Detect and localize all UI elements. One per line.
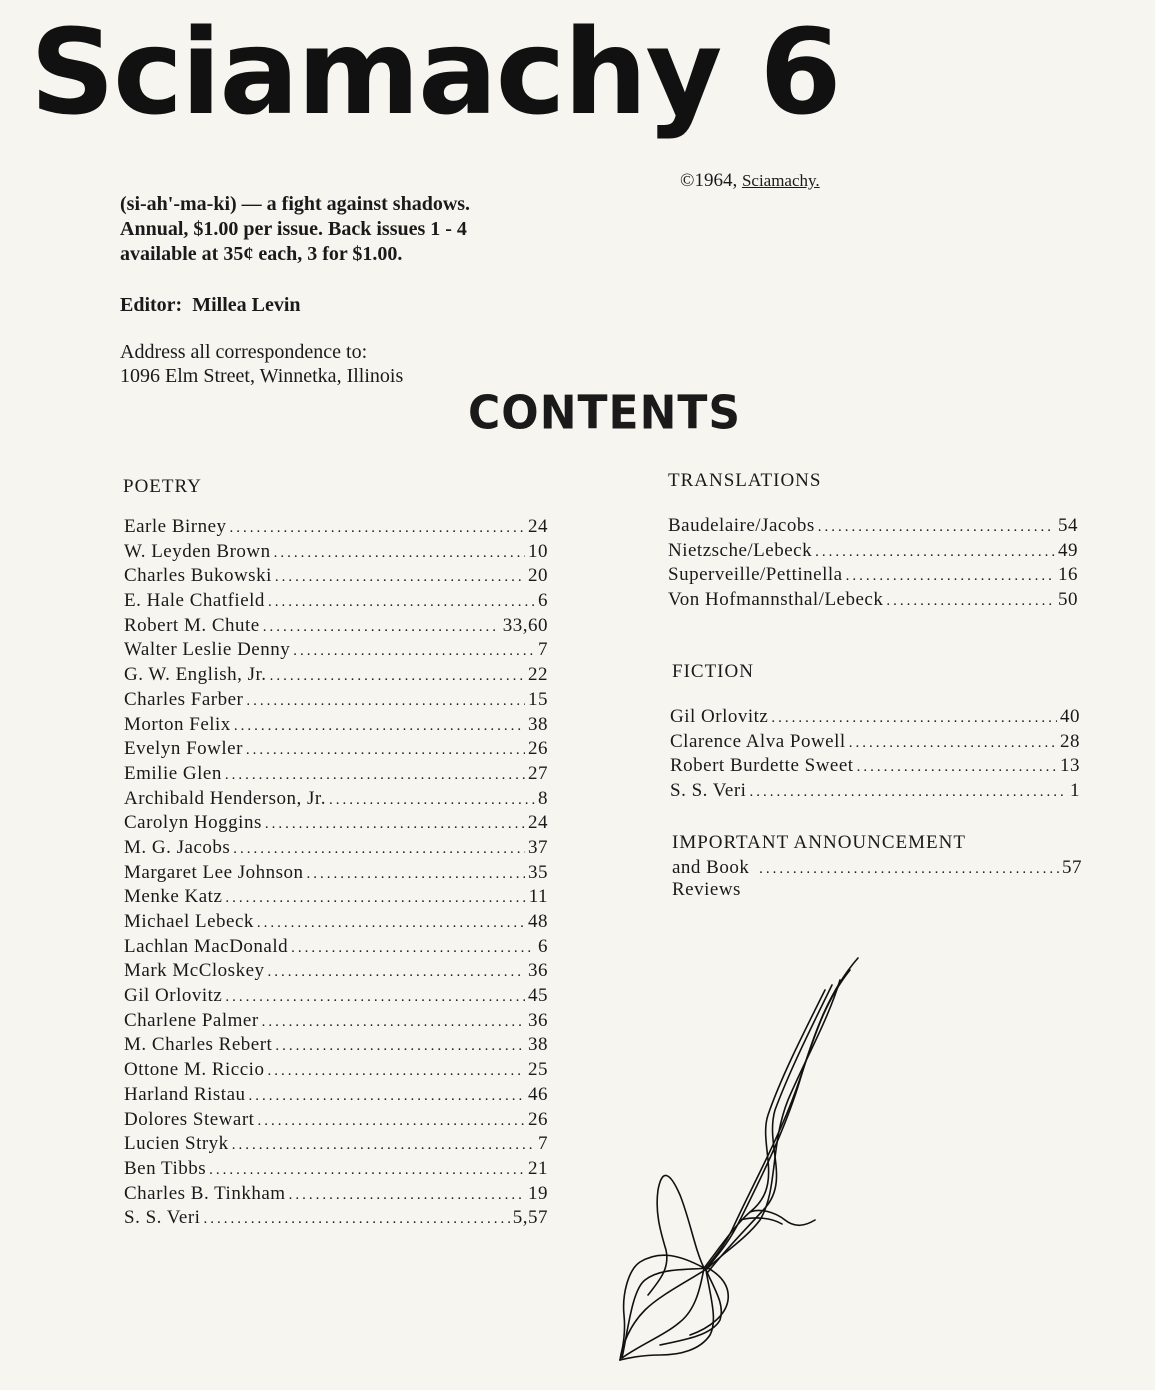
toc-entry-name: Von Hofmannsthal/Lebeck [668, 589, 884, 611]
toc-entry-page: 8 [538, 787, 548, 809]
toc-entry [124, 763, 548, 788]
leader-dots [267, 1063, 525, 1080]
leader-dots [818, 519, 1055, 536]
toc-entry-name: Morton Felix [124, 713, 231, 735]
toc-entry [124, 1207, 548, 1232]
toc-entry-name: W. Leyden Brown [124, 540, 271, 562]
toc-entry [124, 516, 548, 541]
editor-label: Editor: [120, 294, 183, 316]
toc-entry-name: Mark McCloskey [124, 960, 265, 982]
leader-dots [291, 940, 535, 957]
leader-dots [771, 710, 1057, 727]
leader-dots [233, 841, 525, 858]
toc-entry [124, 639, 548, 664]
toc-entry-page: 36 [528, 1009, 548, 1031]
toc-entry [124, 911, 548, 936]
toc-entry-page: 1 [1070, 780, 1080, 802]
toc-entry-page: 26 [528, 1108, 548, 1130]
announcement-subtitle: and Book Reviews [672, 857, 750, 900]
toc-entry-page: 26 [528, 738, 548, 760]
toc-entry-page: 11 [528, 886, 548, 908]
intro-line: (si-ah'-ma-ki) — a fight against shadows. [120, 193, 471, 215]
toc-entry-name: Archibald Henderson, Jr. [124, 787, 326, 809]
toc-entry-name: Ben Tibbs [124, 1157, 207, 1179]
address-line: 1096 Elm Street, Winnetka, Illinois [120, 365, 404, 387]
intro-line: Annual, $1.00 per issue. Back issues 1 - 4 [120, 218, 467, 240]
toc-entry-name: Robert Burdette Sweet [670, 755, 854, 777]
leader-dots [265, 816, 525, 833]
toc-entry-name: Lucien Stryk [124, 1133, 229, 1155]
toc-entry-page: 24 [528, 516, 548, 537]
toc-entry-name: Robert M. Chute [124, 614, 260, 636]
toc-entry-name: Charlene Palmer [124, 1009, 259, 1031]
toc-entry-name: Nietzsche/Lebeck [668, 539, 813, 561]
toc-entry-name: M. Charles Rebert [124, 1034, 273, 1056]
editor-line [120, 294, 301, 317]
toc-entry [124, 1034, 548, 1059]
leader-dots [274, 545, 525, 562]
toc-entry-name: Michael Lebeck [124, 911, 254, 932]
toc-entry-name: M. G. Jacobs [124, 836, 231, 858]
leader-dots [268, 594, 535, 611]
toc-entry [124, 664, 548, 689]
toc-entry-page: 6 [538, 935, 548, 957]
leader-dots [209, 1162, 525, 1179]
toc-entry [124, 1158, 548, 1183]
toc-entry [124, 788, 548, 813]
toc-entry-page: 20 [528, 565, 548, 587]
copyright-magazine: Sciamachy. [741, 171, 820, 190]
toc-entry-page: 49 [1058, 539, 1078, 561]
toc-entry [124, 985, 548, 1010]
toc-entry [124, 541, 548, 566]
announcement-entry [672, 832, 1082, 901]
address-block [120, 340, 403, 388]
copyright-symbol: © [680, 170, 695, 191]
toc-entry-page: 15 [528, 688, 548, 710]
toc-entry [124, 960, 548, 985]
abstract-line-drawing [600, 950, 880, 1370]
leader-dots [257, 915, 525, 932]
toc-entry-name: E. Hale Chatfield [124, 590, 265, 612]
toc-entry [124, 886, 548, 911]
toc-entry-name: G. W. English, Jr. [124, 664, 267, 686]
copyright-year: 1964, [694, 170, 738, 191]
leader-dots [257, 1113, 525, 1130]
toc-entry-name: Margaret Lee Johnson [124, 861, 304, 883]
toc-entry-name: Gil Orlovitz [670, 706, 769, 727]
masthead-title: Sciamachy 6 [30, 3, 840, 141]
leader-dots [230, 520, 525, 537]
leader-dots [815, 544, 1055, 561]
toc-entry [124, 1183, 548, 1208]
toc-entry-name: S. S. Veri [124, 1207, 201, 1229]
leader-dots [225, 989, 525, 1006]
announcement-page: 57 [1062, 857, 1082, 878]
leader-dots [262, 1014, 525, 1031]
toc-entry-page: 40 [1060, 706, 1080, 727]
toc-entry-name: Lachlan MacDonald [124, 935, 289, 957]
poetry-heading: POETRY [123, 476, 202, 497]
toc-entry-name: Charles Bukowski [124, 565, 272, 587]
leader-dots [749, 784, 1067, 801]
toc-entry-page: 38 [528, 1034, 548, 1056]
toc-entry [124, 738, 548, 763]
leader-dots [886, 593, 1055, 610]
toc-entry-page: 28 [1060, 730, 1080, 752]
toc-entry [124, 689, 548, 714]
leader-dots [232, 1137, 535, 1154]
toc-entry-page: 21 [528, 1157, 548, 1179]
leader-dots [759, 861, 1059, 878]
leader-dots [249, 1088, 525, 1105]
toc-entry-page: 35 [528, 861, 548, 883]
toc-entry-name: Emilie Glen [124, 762, 222, 784]
fiction-list [670, 706, 1080, 805]
leader-dots [225, 890, 525, 907]
toc-entry [670, 755, 1080, 780]
toc-entry-page: 5,57 [512, 1207, 548, 1229]
toc-entry [124, 1059, 548, 1084]
toc-entry [670, 731, 1080, 756]
toc-entry-page: 46 [528, 1083, 548, 1105]
toc-entry [124, 862, 548, 887]
toc-entry [124, 1109, 548, 1134]
toc-entry [124, 1084, 548, 1109]
intro-block [120, 192, 470, 267]
toc-entry-page: 36 [528, 960, 548, 982]
leader-dots [329, 792, 535, 809]
toc-entry-name: Clarence Alva Powell [670, 730, 846, 752]
toc-entry-name: Evelyn Fowler [124, 738, 243, 760]
leader-dots [275, 569, 525, 586]
toc-entry-page: 27 [528, 762, 548, 784]
leader-dots [225, 767, 525, 784]
announcement-row [672, 857, 1082, 901]
toc-entry [670, 706, 1080, 731]
contents-heading: CONTENTS [468, 386, 742, 441]
toc-entry [668, 589, 1078, 614]
address-line: Address all correspondence to: [120, 341, 368, 363]
toc-entry-name: Walter Leslie Denny [124, 639, 291, 661]
toc-entry-page: 22 [528, 664, 548, 686]
toc-entry [124, 565, 548, 590]
toc-entry [124, 837, 548, 862]
leader-dots [289, 1187, 525, 1204]
toc-entry [124, 936, 548, 961]
toc-entry [124, 1010, 548, 1035]
toc-entry-name: Carolyn Hoggins [124, 812, 262, 834]
toc-entry-page: 6 [538, 590, 548, 612]
toc-entry-name: Gil Orlovitz [124, 985, 223, 1007]
toc-entry-name: Charles Farber [124, 688, 244, 710]
leader-dots [268, 964, 525, 981]
leader-dots [246, 693, 525, 710]
toc-entry [668, 564, 1078, 589]
leader-dots [270, 668, 525, 685]
toc-entry-name: Dolores Stewart [124, 1108, 255, 1130]
leader-dots [857, 759, 1057, 776]
toc-entry-name: Harland Ristau [124, 1083, 246, 1105]
editor-name: Millea Levin [192, 294, 301, 316]
leader-dots [275, 1038, 525, 1055]
poetry-list [124, 516, 548, 1232]
leader-dots [246, 742, 525, 759]
leader-dots [846, 568, 1055, 585]
toc-entry-page: 37 [528, 836, 548, 858]
toc-entry [124, 615, 548, 640]
toc-entry-page: 48 [528, 911, 548, 932]
toc-entry-page: 7 [538, 639, 548, 661]
announcement-title: IMPORTANT ANNOUNCEMENT [672, 832, 966, 853]
intro-line: available at 35¢ each, 3 for $1.00. [120, 243, 403, 265]
toc-entry-name: Menke Katz [124, 886, 223, 908]
toc-entry [124, 812, 548, 837]
toc-entry [668, 540, 1078, 565]
leader-dots [203, 1211, 509, 1228]
leader-dots [293, 643, 535, 660]
leader-dots [307, 866, 525, 883]
fiction-heading: FICTION [672, 661, 754, 682]
toc-entry-page: 19 [528, 1182, 548, 1204]
toc-entry-page: 50 [1058, 589, 1078, 611]
toc-entry-page: 45 [528, 985, 548, 1007]
toc-entry [124, 714, 548, 739]
toc-entry [668, 515, 1078, 540]
leader-dots [263, 619, 500, 636]
leader-dots [234, 718, 525, 735]
toc-entry-page: 13 [1060, 755, 1080, 777]
toc-entry-page: 7 [538, 1133, 548, 1155]
translations-list [668, 515, 1078, 614]
toc-entry-page: 54 [1058, 515, 1078, 536]
toc-entry-page: 33,60 [502, 614, 548, 636]
toc-entry-name: Ottone M. Riccio [124, 1059, 265, 1081]
toc-entry-page: 10 [528, 540, 548, 562]
toc-entry-name: Superveille/Pettinella [668, 564, 843, 586]
toc-entry-name: Earle Birney [124, 516, 227, 537]
copyright-notice [680, 170, 820, 192]
leader-dots [849, 735, 1057, 752]
translations-heading: TRANSLATIONS [668, 470, 822, 491]
toc-entry [124, 590, 548, 615]
toc-entry [670, 780, 1080, 805]
toc-entry [124, 1133, 548, 1158]
toc-entry-page: 16 [1058, 564, 1078, 586]
toc-entry-name: S. S. Veri [670, 780, 747, 802]
toc-entry-page: 38 [528, 713, 548, 735]
toc-entry-page: 24 [528, 812, 548, 834]
toc-entry-name: Charles B. Tinkham [124, 1182, 286, 1204]
toc-entry-page: 25 [528, 1059, 548, 1081]
toc-entry-name: Baudelaire/Jacobs [668, 515, 815, 536]
